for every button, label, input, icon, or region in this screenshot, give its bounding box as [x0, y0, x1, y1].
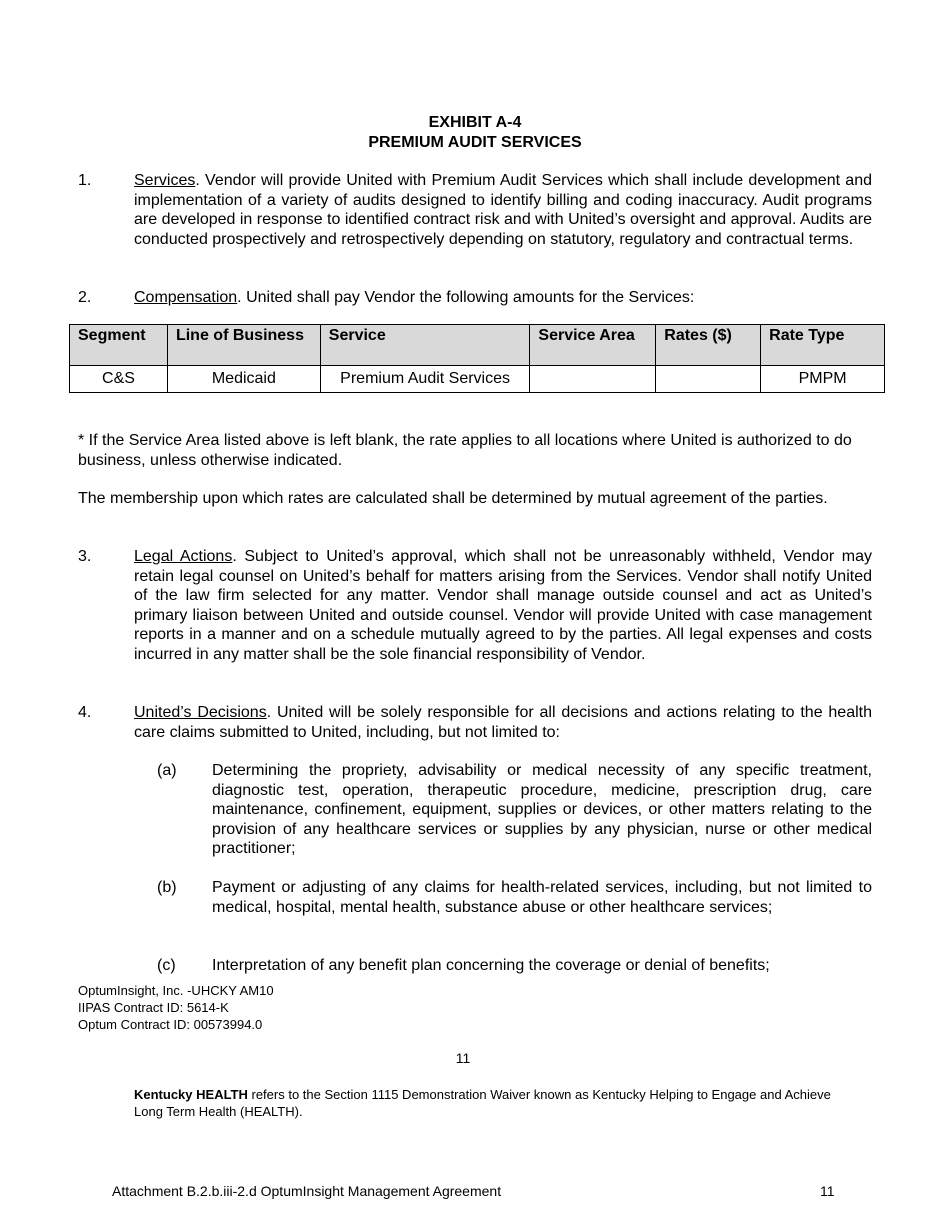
- note-text: refers to the Section 1115 Demonstration Waiver known as Kentucky Helping to Engage and Achieve Long Term Health (HEALTH).: [134, 1087, 831, 1119]
- item-c-text: Interpretation of any benefit plan concerning the coverage or denial of benefits;: [212, 957, 770, 974]
- header-rate-type: Rate Type: [761, 325, 885, 366]
- item-c-label: (c): [157, 957, 176, 974]
- item-b-text: Payment or adjusting of any claims for health-related services, including, but not limited to medical, hospital, mental health, substance abuse or other healthcare services;: [212, 879, 872, 916]
- section-4-text: . United will be solely responsible for all decisions and actions relating to the health care claims submitted to United, including, but not limited to:: [134, 704, 873, 741]
- header-service: Service: [320, 325, 530, 366]
- section-3-number: 3.: [78, 548, 92, 565]
- section-4-heading: United’s Decisions: [134, 704, 267, 721]
- attachment-title: Attachment B.2.b.iii-2.d OptumInsight Management Agreement: [112, 1183, 502, 1199]
- header-segment: Segment: [70, 325, 168, 366]
- cell-service: Premium Audit Services: [320, 366, 530, 393]
- compensation-table: [69, 324, 885, 393]
- page-number: 11: [455, 1050, 471, 1066]
- header-service-area: Service Area: [530, 325, 656, 366]
- attachment-page-number: 11: [820, 1183, 835, 1199]
- cell-rates: [656, 366, 761, 393]
- cell-segment: C&S: [70, 366, 168, 393]
- section-1-paragraph: [134, 171, 872, 249]
- item-a-text: Determining the propriety, advisability or medical necessity of any specific treatment, diagnostic test, operation, therapeutic procedure, medicine, prescription drug, care maintenance, confinement, equipment, supplies or devices, or other matters relating to the provision of any healthcare services or supplies by any physician, nurse or other medical practitioner;: [212, 762, 872, 858]
- footer-company: OptumInsight, Inc. -UHCKY AM10: [78, 983, 274, 998]
- membership-note: The membership upon which rates are calculated shall be determined by mutual agreement of the parties.: [78, 490, 828, 507]
- kentucky-health-note: [134, 1086, 854, 1120]
- section-2-heading: Compensation: [134, 289, 238, 306]
- footer-optum-id: Optum Contract ID: 00573994.0: [78, 1017, 263, 1032]
- section-1-number: 1.: [78, 172, 92, 189]
- service-area-note: * If the Service Area listed above is left blank, the rate applies to all locations where United is authorized to do business, unless otherwise indicated.: [78, 432, 852, 469]
- cell-service-area: [530, 366, 656, 393]
- table-header-row: [70, 325, 885, 366]
- section-4-paragraph: [134, 703, 872, 742]
- exhibit-title: PREMIUM AUDIT SERVICES: [368, 134, 582, 151]
- footer-iipas-id: IIPAS Contract ID: 5614-K: [78, 1000, 229, 1015]
- section-1-heading: Services: [134, 172, 196, 189]
- section-2-text: . United shall pay Vendor the following amounts for the Services:: [237, 289, 695, 306]
- table-row: [70, 366, 885, 393]
- section-3-text: . Subject to United’s approval, which shall not be unreasonably withheld, Vendor may retain legal counsel on United’s behalf for matters arising from the Services. Vendor shall notify United of the law firm selected for any matter. Vendor shall manage outside counsel and act as United’s primary liaison between United and outside counsel. Vendor will provide United with case management reports in a manner and on a schedule mutually agreed to by the parties. All legal expenses and costs incurred in any matter shall be the sole financial responsibility of Vendor.: [134, 548, 873, 663]
- section-3-paragraph: [134, 547, 872, 665]
- section-1-text: . Vendor will provide United with Premium Audit Services which shall include development and implementation of a variety of audits designed to identify billing and coding inaccuracy. Audit programs are developed in response to identified contract risk and with United’s oversight and approval. Audits are conducted prospectively and retrospectively depending on statutory, regulatory and contractual terms.: [134, 172, 872, 248]
- note-bold-term: Kentucky HEALTH: [134, 1087, 248, 1102]
- header-line-of-business: Line of Business: [167, 325, 320, 366]
- section-3-heading: Legal Actions: [134, 548, 233, 565]
- cell-rate-type: PMPM: [761, 366, 885, 393]
- contract-info: [78, 982, 274, 1033]
- section-2-number: 2.: [78, 289, 92, 306]
- item-a-label: (a): [157, 762, 177, 779]
- item-b-label: (b): [157, 879, 177, 896]
- section-4-number: 4.: [78, 704, 92, 721]
- exhibit-label: EXHIBIT A-4: [428, 114, 522, 131]
- header-rates: Rates ($): [656, 325, 761, 366]
- cell-line-of-business: Medicaid: [167, 366, 320, 393]
- section-2-paragraph: [134, 288, 872, 308]
